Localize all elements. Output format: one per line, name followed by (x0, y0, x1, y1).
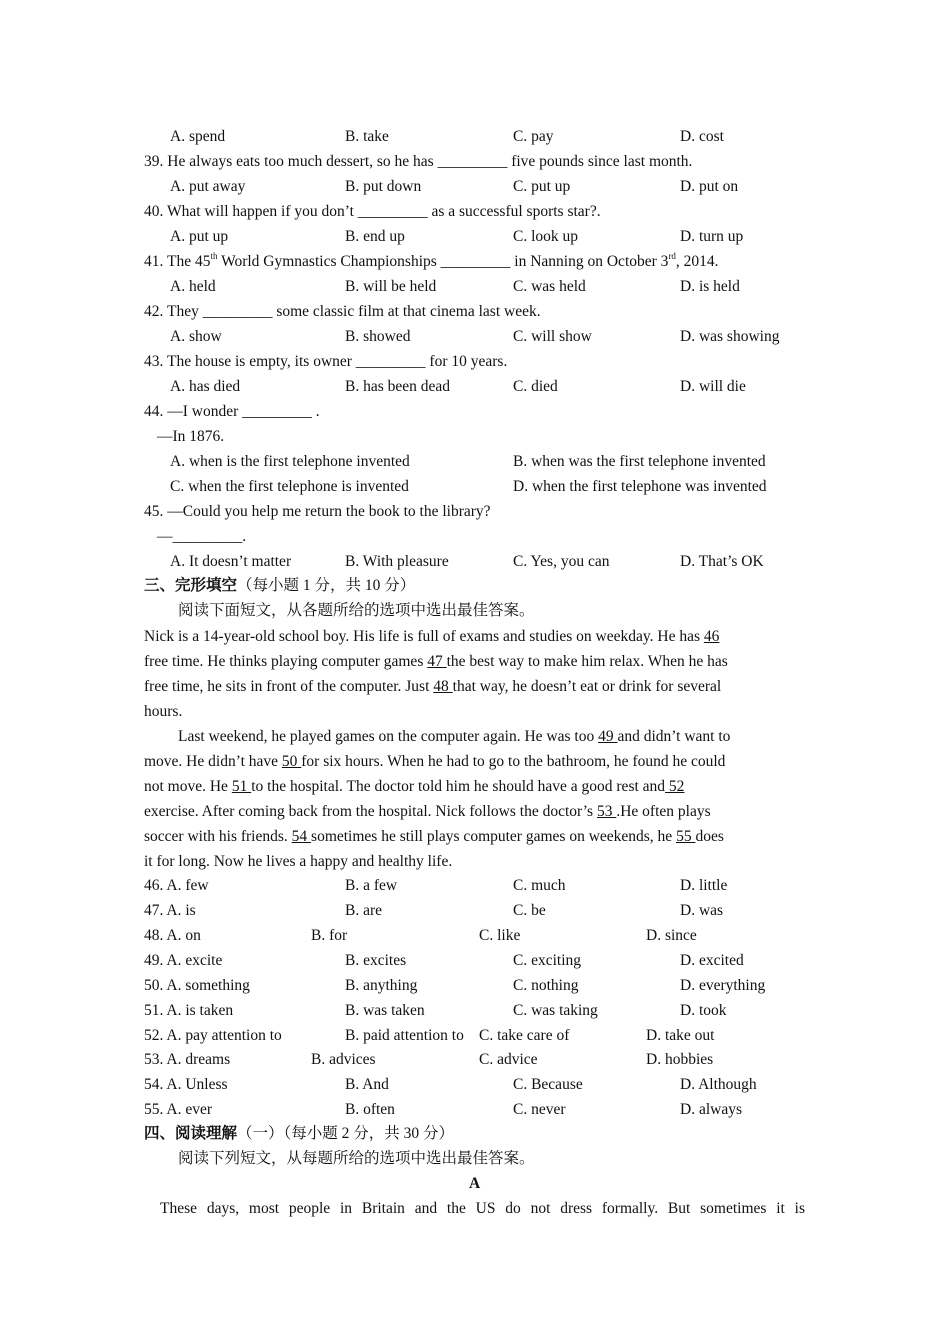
text: that way, he doesn’t eat or drink for several (452, 678, 722, 695)
q44-answer-line: —In 1876. (157, 428, 225, 445)
blank-51: 51 (231, 778, 252, 795)
option-d: D. when the first telephone was invented (513, 478, 767, 495)
passage-line (144, 827, 724, 847)
passage-a-first-line: These days, most people in Britain and the US do not dress formally. But sometimes it is (160, 1200, 805, 1217)
section-score: （每小题 1 分，共 10 分） (237, 577, 416, 594)
passage-line (178, 727, 730, 747)
cloze-option: 51. A. is taken (144, 1002, 234, 1019)
option-b: B. With pleasure (345, 553, 449, 570)
text: Nick is a 14-year-old school boy. His life is full of exams and studies on weekday. He has (144, 628, 704, 645)
cloze-option: D. hobbies (646, 1051, 714, 1068)
passage-line: hours. (144, 703, 183, 720)
cloze-option: C. never (513, 1101, 566, 1118)
blank-49: 49 (598, 728, 618, 745)
text: not move. He (144, 778, 232, 795)
section-score: （每小题 2 分，共 30 分） (283, 1125, 455, 1142)
blank-50: 50 (281, 753, 302, 770)
q45-answer-line: —_________. (157, 528, 247, 545)
section4-heading (144, 1124, 454, 1144)
cloze-option: B. for (311, 927, 348, 944)
option-a: A. It doesn’t matter (170, 553, 292, 570)
text: free time. He thinks playing computer games (144, 653, 428, 670)
cloze-option: C. Because (513, 1076, 583, 1093)
option-d: D. was showing (680, 328, 780, 345)
option-c: C. Yes, you can (513, 553, 610, 570)
passage-a-heading: A (469, 1175, 481, 1192)
text: .He often plays (616, 803, 711, 820)
cloze-option: B. anything (345, 977, 418, 994)
option-b: B. end up (345, 228, 405, 245)
text: to the hospital. The doctor told him he should have a good rest and (251, 778, 666, 795)
cloze-option: B. excites (345, 952, 407, 969)
passage-line (144, 677, 721, 697)
q42-stem: 42. They _________ some classic film at that cinema last week. (144, 303, 541, 320)
option-a: A. when is the first telephone invented (170, 453, 410, 470)
q44-stem: 44. —I wonder _________ . (144, 403, 320, 420)
cloze-option: C. advice (479, 1051, 538, 1068)
passage-line: it for long. Now he lives a happy and healthy life. (144, 853, 453, 870)
option-a: A. held (170, 278, 216, 295)
cloze-option: D. little (680, 877, 728, 894)
option-a: A. spend (170, 128, 226, 145)
cloze-option: 46. A. few (144, 877, 209, 894)
q40-stem: 40. What will happen if you don’t _________ as a successful sports star?. (144, 203, 601, 220)
option-c: C. was held (513, 278, 586, 295)
option-a: A. put away (170, 178, 246, 195)
cloze-option: D. everything (680, 977, 766, 994)
text: Last weekend, he played games on the computer again. He was too (178, 728, 599, 745)
blank-54: 54 (291, 828, 312, 845)
section3-instruction: 阅读下面短文，从各题所给的选项中选出最佳答案。 (178, 602, 535, 619)
q41-stem-part: 41. The 45 (144, 253, 211, 270)
section-title: 四、阅读理解 (144, 1125, 238, 1142)
option-c: C. will show (513, 328, 592, 345)
cloze-option: B. was taken (345, 1002, 425, 1019)
option-c: C. died (513, 378, 558, 395)
text: free time, he sits in front of the computer. Just (144, 678, 434, 695)
option-b: B. has been dead (345, 378, 451, 395)
option-b: B. put down (345, 178, 422, 195)
cloze-option: 55. A. ever (144, 1101, 213, 1118)
blank-53: 53 (596, 803, 617, 820)
option-d: D. turn up (680, 228, 744, 245)
cloze-option: 54. A. Unless (144, 1076, 228, 1093)
cloze-option: D. always (680, 1101, 742, 1118)
cloze-option: D. excited (680, 952, 744, 969)
superscript: th (210, 251, 218, 261)
superscript: rd (668, 251, 676, 261)
option-d: D. That’s OK (680, 553, 764, 570)
cloze-option: 49. A. excite (144, 952, 223, 969)
section4-instruction: 阅读下列短文，从每题所给的选项中选出最佳答案。 (178, 1150, 535, 1167)
text: does (695, 828, 724, 845)
text: sometimes he still plays computer games on weekends, he (311, 828, 677, 845)
cloze-option: B. paid attention to (345, 1027, 464, 1044)
option-a: A. put up (170, 228, 229, 245)
option-d: D. put on (680, 178, 739, 195)
text: and didn’t want to (617, 728, 731, 745)
option-b: B. when was the first telephone invented (513, 453, 766, 470)
blank-47: 47 (427, 653, 447, 670)
option-a: A. has died (170, 378, 241, 395)
cloze-option: C. be (513, 902, 546, 919)
section3-heading (144, 576, 415, 596)
cloze-option: D. was (680, 902, 724, 919)
cloze-option: 52. A. pay attention to (144, 1027, 282, 1044)
cloze-option: B. often (345, 1101, 395, 1118)
q41-stem (144, 252, 719, 272)
q45-stem: 45. —Could you help me return the book to the library? (144, 503, 491, 520)
text: soccer with his friends. (144, 828, 292, 845)
passage-line (144, 627, 719, 647)
cloze-option: C. like (479, 927, 521, 944)
cloze-option: D. Although (680, 1076, 757, 1093)
passage-line (144, 802, 711, 822)
text: for six hours. When he had to go to the bathroom, he found he could (301, 753, 726, 770)
passage-line (144, 652, 728, 672)
cloze-option: C. was taking (513, 1002, 598, 1019)
section-part: （一） (237, 1125, 284, 1142)
option-b: B. showed (345, 328, 411, 345)
text: move. He didn’t have (144, 753, 282, 770)
blank-55: 55 (676, 828, 696, 845)
q39-stem: 39. He always eats too much dessert, so he has _________ five pounds since last month. (144, 153, 693, 170)
cloze-option: 47. A. is (144, 902, 196, 919)
text: the best way to make him relax. When he has (446, 653, 728, 670)
cloze-option: C. exciting (513, 952, 582, 969)
q43-stem: 43. The house is empty, its owner _________ for 10 years. (144, 353, 508, 370)
option-d: D. is held (680, 278, 740, 295)
option-d: D. will die (680, 378, 746, 395)
cloze-option: D. take out (646, 1027, 715, 1044)
cloze-option: B. advices (311, 1051, 376, 1068)
cloze-option: B. And (345, 1076, 389, 1093)
option-b: B. will be held (345, 278, 437, 295)
option-b: B. take (345, 128, 389, 145)
cloze-option: 50. A. something (144, 977, 250, 994)
option-c: C. pay (513, 128, 554, 145)
passage-line (144, 777, 684, 797)
cloze-option: D. took (680, 1002, 727, 1019)
cloze-option: 48. A. on (144, 927, 201, 944)
q41-stem-part: , 2014. (675, 253, 719, 270)
option-d: D. cost (680, 128, 724, 145)
cloze-option: C. nothing (513, 977, 579, 994)
cloze-option: 53. A. dreams (144, 1051, 231, 1068)
cloze-option: C. take care of (479, 1027, 570, 1044)
option-c: C. when the first telephone is invented (170, 478, 409, 495)
cloze-option: B. are (345, 902, 383, 919)
blank-52: 52 (665, 778, 685, 795)
cloze-option: B. a few (345, 877, 398, 894)
option-c: C. look up (513, 228, 579, 245)
blank-48: 48 (433, 678, 453, 695)
q41-stem-part: World Gymnastics Championships _________ in Nanning on October 3 (217, 253, 669, 270)
option-c: C. put up (513, 178, 571, 195)
section-title: 三、完形填空 (144, 577, 238, 594)
blank-46: 46 (703, 628, 720, 645)
passage-line (144, 752, 725, 772)
text: exercise. After coming back from the hospital. Nick follows the doctor’s (144, 803, 597, 820)
cloze-option: C. much (513, 877, 566, 894)
option-a: A. show (170, 328, 222, 345)
cloze-option: D. since (646, 927, 697, 944)
